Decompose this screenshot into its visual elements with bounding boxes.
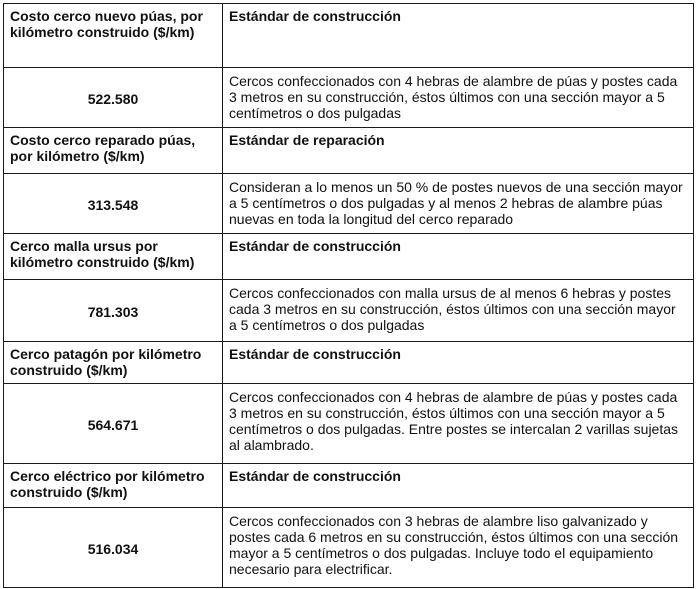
cost-value: 781.303 (4, 280, 223, 342)
table-row (4, 128, 694, 174)
standard-label: Estándar de construcción (223, 342, 694, 384)
standard-label: Estándar de construcción (223, 464, 694, 508)
standard-description: Cercos confeccionados con 4 hebras de alambre de púas y postes cada 3 metros en su construcción, éstos últimos con una sección mayor a 5 centímetros o dos pulgadas. Entre postes se intercalan 2 varillas sujetas al alambrado. (223, 384, 694, 464)
fence-type-title: Cerco patagón por kilómetro construido ($/km) (4, 342, 223, 384)
cost-value: 313.548 (4, 174, 223, 234)
fence-type-title: Costo cerco nuevo púas, por kilómetro construido ($/km) (4, 4, 223, 68)
table-row (4, 342, 694, 384)
table-row (4, 234, 694, 280)
table-row (4, 4, 694, 68)
table-row (4, 464, 694, 508)
standard-description: Cercos confeccionados con 3 hebras de alambre liso galvanizado y postes cada 6 metros en su construcción, éstos últimos con una sección mayor a 5 centímetros o dos pulgadas. Incluye todo el equipamiento necesario para electrificar. (223, 508, 694, 588)
fence-type-title: Cerco malla ursus por kilómetro construido ($/km) (4, 234, 223, 280)
standard-label: Estándar de construcción (223, 234, 694, 280)
standard-label: Estándar de reparación (223, 128, 694, 174)
table-row (4, 508, 694, 588)
cost-value: 522.580 (4, 68, 223, 128)
fence-cost-table (3, 3, 694, 588)
fence-type-title: Costo cerco reparado púas, por kilómetro ($/km) (4, 128, 223, 174)
cost-value: 564.671 (4, 384, 223, 464)
standard-label: Estándar de construcción (223, 4, 694, 68)
table-row (4, 280, 694, 342)
standard-description: Cercos confeccionados con 4 hebras de alambre de púas y postes cada 3 metros en su construcción, éstos últimos con una sección mayor a 5 centímetros o dos pulgadas (223, 68, 694, 128)
table-row (4, 174, 694, 234)
table-row (4, 68, 694, 128)
fence-type-title: Cerco eléctrico por kilómetro construido ($/km) (4, 464, 223, 508)
standard-description: Cercos confeccionados con malla ursus de al menos 6 hebras y postes cada 3 metros en su construcción, éstos últimos con una sección mayor a 5 centímetros o dos pulgadas (223, 280, 694, 342)
table-row (4, 384, 694, 464)
standard-description: Consideran a lo menos un 50 % de postes nuevos de una sección mayor a 5 centímetros o dos pulgadas y al menos 2 hebras de alambre púas nuevas en toda la longitud del cerco reparado (223, 174, 694, 234)
cost-value: 516.034 (4, 508, 223, 588)
